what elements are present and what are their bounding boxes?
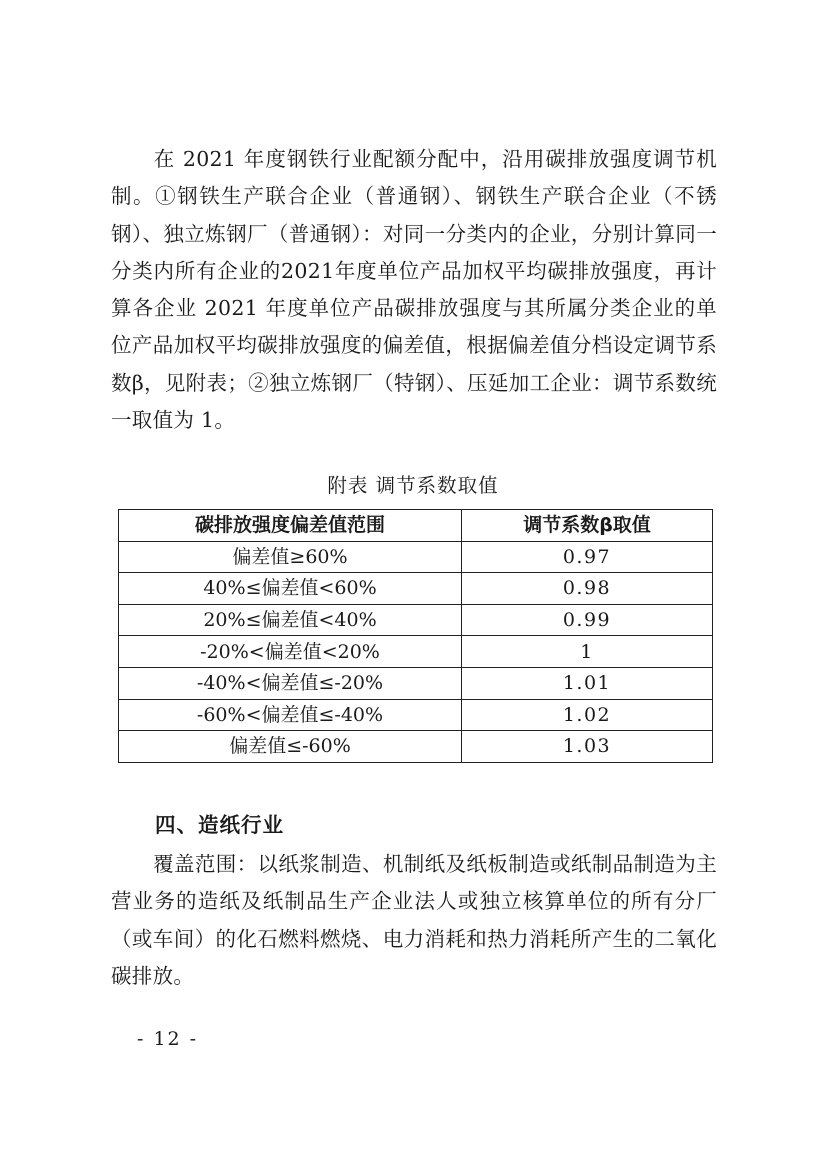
coverage-paragraph <box>111 846 717 995</box>
deviation-range-cell: 20%≤偏差值<40% <box>119 604 462 636</box>
column-header-coefficient: 调节系数β取值 <box>462 510 713 542</box>
column-header-deviation-range: 碳排放强度偏差值范围 <box>119 510 462 542</box>
table-row <box>119 667 713 699</box>
adjustment-coefficient-table <box>118 509 713 763</box>
coefficient-cell: 1.03 <box>462 731 713 763</box>
deviation-range-cell: -60%<偏差值≤-40% <box>119 699 462 731</box>
intro-paragraph-text: 在 2021 年度钢铁行业配额分配中，沿用碳排放强度调节机制。①钢铁生产联合企业（普通钢）、钢铁生产联合企业（不锈钢）、独立炼钢厂（普通钢）：对同一分类内的企业，分别计算同一分类内所有企业的2021年度单位产品加权平均碳排放强度，再计算各企业 2021 年度单位产品碳排放强度与其所属分类企业的单位产品加权平均碳排放强度的偏差值，根据偏差值分档设定调节系数β，见附表；②独立炼钢厂（特钢）、压延加工企业：调节系数统一取值为 1。 <box>111 147 717 433</box>
page-number: - 12 - <box>137 1028 199 1050</box>
coefficient-cell: 0.98 <box>462 573 713 605</box>
deviation-range-cell: 偏差值≥60% <box>119 541 462 573</box>
table-header-row <box>119 510 713 542</box>
table-row <box>119 731 713 763</box>
coverage-paragraph-text: 覆盖范围：以纸浆制造、机制纸及纸板制造或纸制品制造为主营业务的造纸及纸制品生产企业法人或独立核算单位的所有分厂（或车间）的化石燃料燃烧、电力消耗和热力消耗所产生的二氧化碳排放。 <box>111 852 717 988</box>
deviation-range-cell: 40%≤偏差值<60% <box>119 573 462 605</box>
table-row <box>119 636 713 668</box>
coefficient-cell: 0.97 <box>462 541 713 573</box>
table-row <box>119 573 713 605</box>
table-row <box>119 541 713 573</box>
table-row <box>119 699 713 731</box>
deviation-range-cell: -20%<偏差值<20% <box>119 636 462 668</box>
deviation-range-cell: 偏差值≤-60% <box>119 731 462 763</box>
coefficient-cell: 1 <box>462 636 713 668</box>
coefficient-cell: 0.99 <box>462 604 713 636</box>
section-heading: 四、造纸行业 <box>155 813 284 837</box>
coefficient-cell: 1.01 <box>462 667 713 699</box>
coefficient-cell: 1.02 <box>462 699 713 731</box>
intro-paragraph <box>111 141 717 439</box>
table-row <box>119 604 713 636</box>
table-caption: 附表 调节系数取值 <box>327 474 499 497</box>
deviation-range-cell: -40%<偏差值≤-20% <box>119 667 462 699</box>
